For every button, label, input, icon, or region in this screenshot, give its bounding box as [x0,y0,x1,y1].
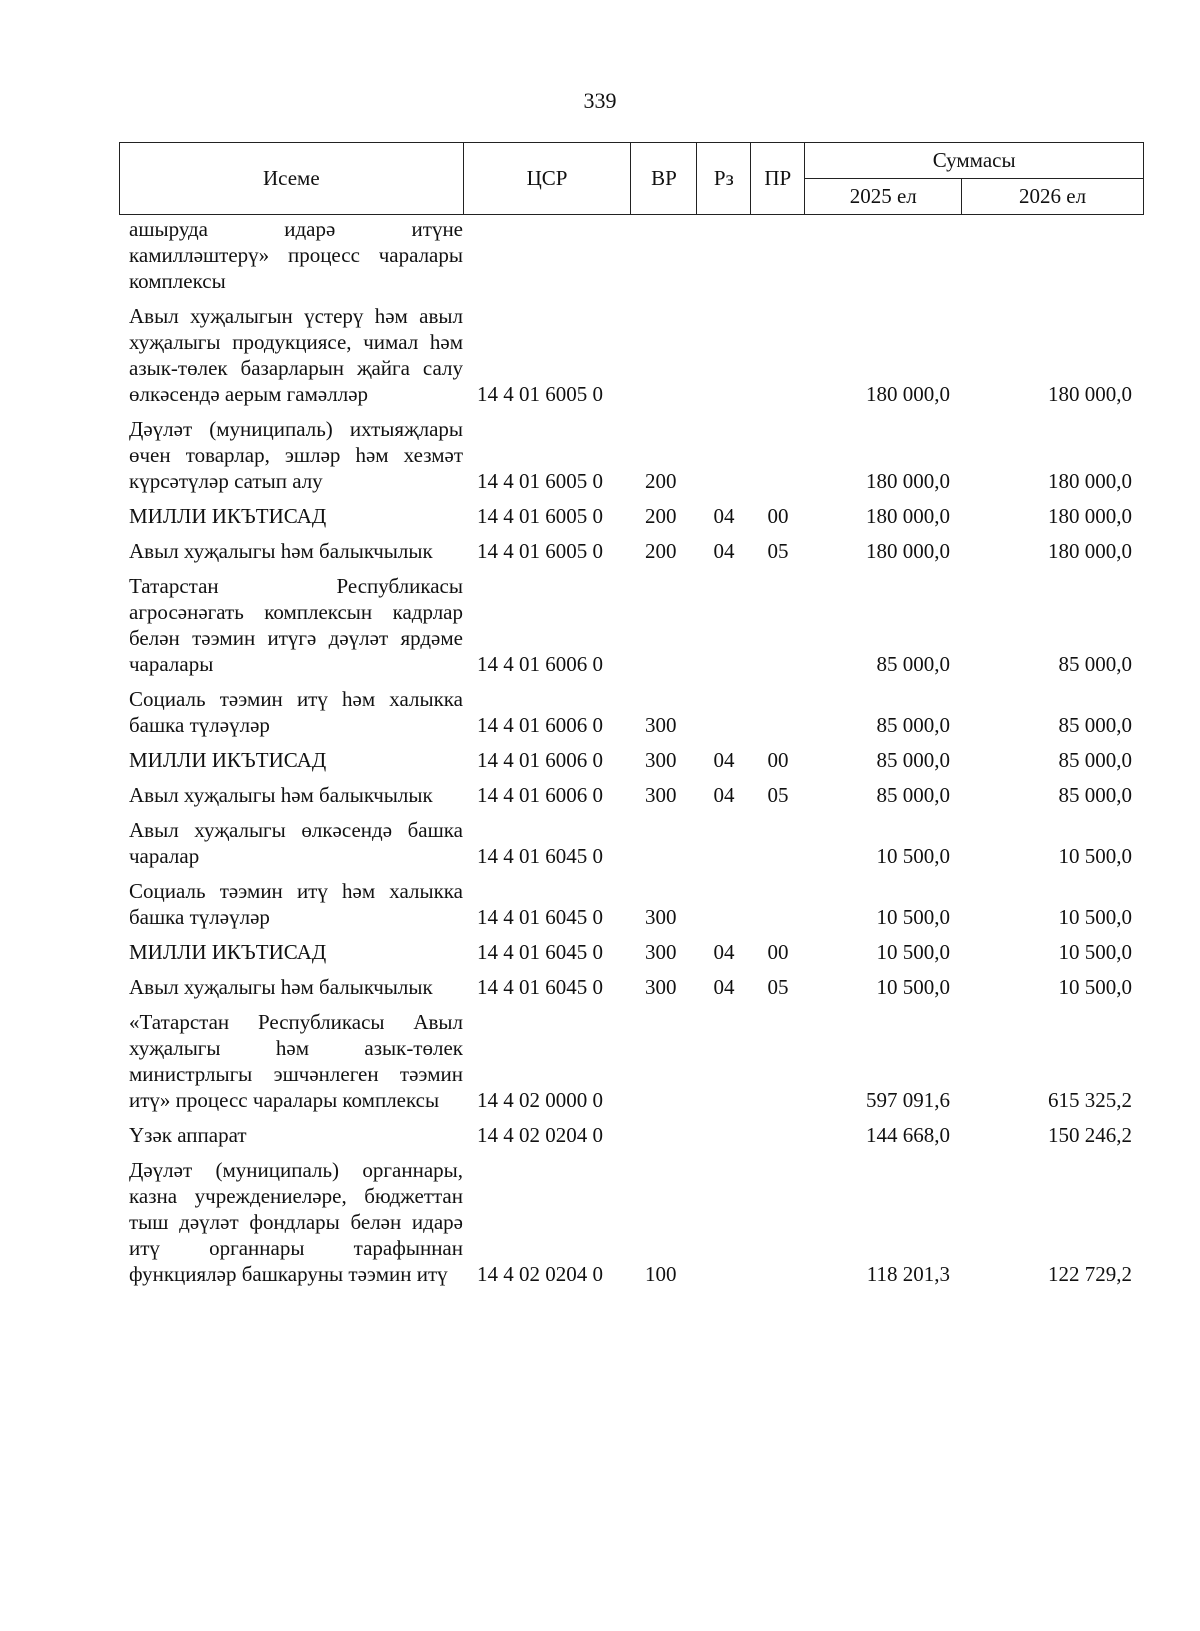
row-csr: 14 4 01 6045 0 [477,975,603,999]
row-rz: 04 [713,539,735,563]
row-pr: 00 [767,940,789,964]
row-amount-2025: 10 500,0 [876,905,950,929]
header-year-2026: 2026 ел [962,179,1144,215]
table-row [119,1157,1144,1296]
header-vr: ВР [631,143,697,215]
table-row [119,686,1144,747]
table-row [119,573,1144,686]
row-vr [631,1009,697,1122]
page-number: 339 [583,88,617,113]
row-csr: 14 4 01 6006 0 [477,783,603,807]
row-name: ашыруда идарә итүне камилләштерү» процесс чаралары комплексы [129,217,463,293]
header-name: Исеме [120,143,464,215]
table-row [119,303,1144,416]
row-amount-2026: 180 000,0 [1048,539,1132,563]
row-vr [631,1122,697,1157]
row-csr: 14 4 02 0000 0 [477,1088,603,1112]
row-name: Социаль тәэмин итү һәм халыкка башка түләүләр [129,687,463,737]
budget-table [119,216,1144,1296]
row-pr: 05 [767,783,789,807]
table-row [119,817,1144,878]
row-csr: 14 4 01 6045 0 [477,905,603,929]
row-rz [697,216,751,303]
table-row [119,216,1144,303]
row-vr: 300 [645,713,677,737]
table-row [119,503,1144,538]
row-amount-2025: 10 500,0 [876,940,950,964]
row-amount-2025 [805,216,962,303]
header-sums: Суммасы [805,143,1144,179]
row-name: Үзәк аппарат [129,1123,247,1147]
row-name: Татарстан Республикасы агросәнәгать комплексын кадрлар белән тәэмин итүгә дәүләт ярдәме чаралары [129,574,463,676]
table-row [119,782,1144,817]
row-amount-2026: 85 000,0 [1058,783,1132,807]
row-amount-2026: 85 000,0 [1058,748,1132,772]
row-amount-2026: 180 000,0 [1048,469,1132,493]
header-csr: ЦСР [463,143,631,215]
row-pr: 00 [767,504,789,528]
row-vr: 100 [645,1262,677,1286]
row-pr [751,878,805,939]
row-csr: 14 4 01 6006 0 [477,748,603,772]
row-pr [751,686,805,747]
row-name: Социаль тәэмин итү һәм халыкка башка түләүләр [129,879,463,929]
row-rz [697,416,751,503]
row-amount-2025: 118 201,3 [866,1262,950,1286]
row-name: «Татарстан Республикасы Авыл хуҗалыгы һәм азык-төлек министрлыгы эшчәнлеген тәэмин итү» процесс чаралары комплексы [129,1010,463,1112]
row-rz [697,1009,751,1122]
row-pr: 00 [767,748,789,772]
row-vr: 200 [645,469,677,493]
row-pr [751,1122,805,1157]
row-name: Авыл хуҗалыгын үстерү һәм авыл хуҗалыгы продукциясе, чимал һәм азык-төлек базарларын җайга салу өлкәсендә аерым гамәлләр [129,304,463,406]
row-rz: 04 [713,748,735,772]
table-header [119,142,1144,215]
table-row [119,1009,1144,1122]
row-vr: 300 [645,975,677,999]
row-amount-2025: 180 000,0 [866,382,950,406]
row-vr: 300 [645,905,677,929]
row-vr [631,216,697,303]
row-rz [697,686,751,747]
row-amount-2025: 597 091,6 [866,1088,950,1112]
row-pr [751,416,805,503]
row-amount-2026: 85 000,0 [1058,713,1132,737]
row-rz: 04 [713,504,735,528]
row-vr: 200 [645,539,677,563]
row-amount-2026: 85 000,0 [1058,652,1132,676]
row-rz [697,303,751,416]
header-year-2025: 2025 ел [805,179,962,215]
row-rz [697,878,751,939]
row-csr: 14 4 01 6005 0 [477,469,603,493]
table-row [119,747,1144,782]
row-vr: 300 [645,748,677,772]
row-rz: 04 [713,975,735,999]
table-row [119,878,1144,939]
row-amount-2026: 615 325,2 [1048,1088,1132,1112]
row-csr: 14 4 01 6006 0 [477,713,603,737]
row-amount-2025: 10 500,0 [876,975,950,999]
row-csr: 14 4 01 6045 0 [477,844,603,868]
row-pr [751,1009,805,1122]
row-amount-2025: 10 500,0 [876,844,950,868]
row-vr [631,817,697,878]
row-csr: 14 4 01 6005 0 [477,539,603,563]
row-amount-2026: 180 000,0 [1048,382,1132,406]
row-rz [697,1157,751,1296]
row-amount-2025: 85 000,0 [876,783,950,807]
header-rz: Рз [697,143,751,215]
row-amount-2026: 122 729,2 [1048,1262,1132,1286]
row-name: МИЛЛИ ИКЪТИСАД [129,748,327,772]
row-csr: 14 4 01 6005 0 [477,504,603,528]
row-vr: 200 [645,504,677,528]
row-amount-2025: 85 000,0 [876,652,950,676]
table-row [119,538,1144,573]
row-pr [751,573,805,686]
row-amount-2026: 10 500,0 [1058,940,1132,964]
table-row [119,939,1144,974]
row-amount-2026 [962,216,1144,303]
row-amount-2025: 144 668,0 [866,1123,950,1147]
row-amount-2025: 180 000,0 [866,504,950,528]
row-amount-2026: 150 246,2 [1048,1123,1132,1147]
row-vr [631,303,697,416]
row-csr: 14 4 02 0204 0 [477,1262,603,1286]
row-amount-2025: 180 000,0 [866,539,950,563]
table-row [119,974,1144,1009]
row-name: Авыл хуҗалыгы һәм балыкчылык [129,975,433,999]
row-name: МИЛЛИ ИКЪТИСАД [129,940,327,964]
row-amount-2026: 10 500,0 [1058,975,1132,999]
row-pr [751,303,805,416]
row-rz [697,573,751,686]
row-pr [751,817,805,878]
header-pr: ПР [751,143,805,215]
row-vr: 300 [645,940,677,964]
table-row [119,1122,1144,1157]
row-pr: 05 [767,539,789,563]
row-csr: 14 4 01 6005 0 [477,382,603,406]
row-csr: 14 4 01 6045 0 [477,940,603,964]
row-rz: 04 [713,940,735,964]
row-rz [697,817,751,878]
row-csr: 14 4 01 6006 0 [477,652,603,676]
row-vr: 300 [645,783,677,807]
row-csr [463,216,631,303]
row-amount-2026: 10 500,0 [1058,844,1132,868]
row-rz: 04 [713,783,735,807]
row-vr [631,573,697,686]
row-name: Дәүләт (муниципаль) ихтыяҗлары өчен товарлар, эшләр һәм хезмәт күрсәтүләр сатып алу [129,417,463,493]
row-name: Авыл хуҗалыгы һәм балыкчылык [129,783,433,807]
row-name: Авыл хуҗалыгы өлкәсендә башка чаралар [129,818,463,868]
table-row [119,416,1144,503]
row-rz [697,1122,751,1157]
row-amount-2026: 180 000,0 [1048,504,1132,528]
row-amount-2025: 85 000,0 [876,748,950,772]
row-csr: 14 4 02 0204 0 [477,1123,603,1147]
row-name: Дәүләт (муниципаль) органнары, казна учреждениеләре, бюджеттан тыш дәүләт фондлары белән идарә итү органнары тарафыннан функцияләр башкаруны тәэмин итү [129,1158,463,1286]
row-amount-2025: 85 000,0 [876,713,950,737]
row-name: МИЛЛИ ИКЪТИСАД [129,504,327,528]
row-amount-2025: 180 000,0 [866,469,950,493]
row-pr: 05 [767,975,789,999]
row-name: Авыл хуҗалыгы һәм балыкчылык [129,539,433,563]
row-amount-2026: 10 500,0 [1058,905,1132,929]
row-pr [751,1157,805,1296]
row-pr [751,216,805,303]
